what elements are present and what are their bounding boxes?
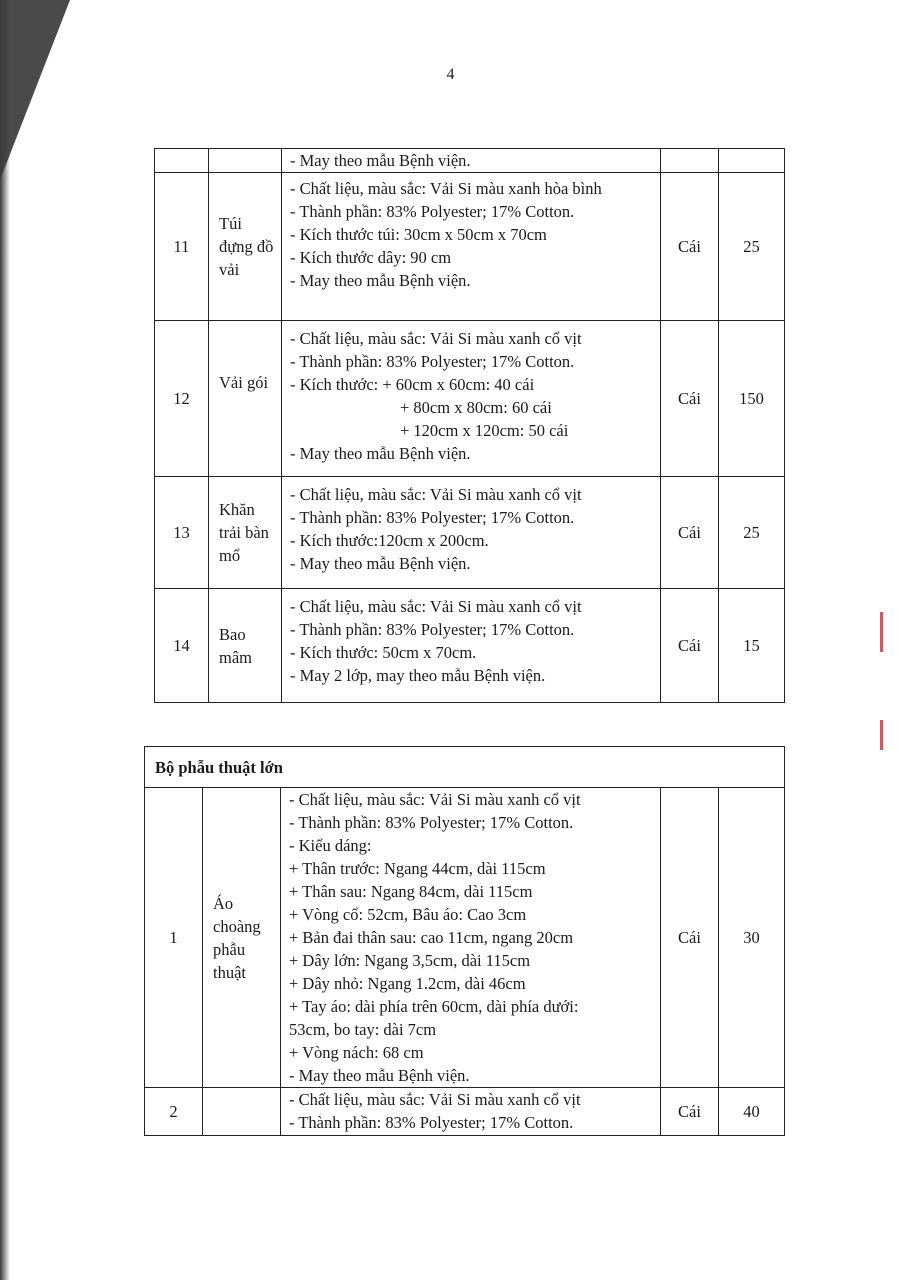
row-number: 14: [155, 589, 209, 703]
desc-line: - Thành phần: 83% Polyester; 17% Cotton.: [289, 1113, 574, 1132]
page-shadow-edge: [0, 0, 10, 1280]
desc-line: + Tay áo: dài phía trên 60cm, dài phía dưới:: [289, 997, 579, 1016]
desc-line: + Thân trước: Ngang 44cm, dài 115cm: [289, 859, 546, 878]
item-description: [281, 788, 661, 1088]
section-title: Bộ phẫu thuật lớn: [145, 747, 785, 788]
item-name: Túi đựng đồ vải: [209, 173, 282, 321]
desc-line: - Chất liệu, màu sắc: Vải Si màu xanh hòa bình: [290, 179, 602, 198]
item-quantity: 40: [719, 1088, 785, 1136]
item-description: [282, 149, 661, 173]
item-quantity: 15: [719, 589, 785, 703]
row-number: 2: [145, 1088, 203, 1136]
desc-line: - Kích thước:120cm x 200cm.: [290, 531, 489, 550]
desc-line: - Kích thước túi: 30cm x 50cm x 70cm: [290, 225, 547, 244]
row-number: [155, 149, 209, 173]
item-quantity: 150: [719, 321, 785, 477]
desc-line: + 120cm x 120cm: 50 cái: [400, 421, 569, 440]
row-number: 1: [145, 788, 203, 1088]
item-name: Áo choàng phẫu thuật: [203, 788, 281, 1088]
table-row: [155, 477, 785, 589]
desc-line: - Chất liệu, màu sắc: Vải Si màu xanh cổ vịt: [289, 790, 581, 809]
items-table-continued: [154, 148, 785, 703]
desc-line: - Chất liệu, màu sắc: Vải Si màu xanh cổ vịt: [289, 1090, 581, 1109]
item-unit: Cái: [661, 1088, 719, 1136]
desc-line: - Thành phần: 83% Polyester; 17% Cotton.: [290, 202, 575, 221]
row-number: 12: [155, 321, 209, 477]
desc-line: - Thành phần: 83% Polyester; 17% Cotton.: [290, 352, 575, 371]
desc-line: - Chất liệu, màu sắc: Vải Si màu xanh cổ vịt: [290, 329, 582, 348]
table-row: [155, 149, 785, 173]
item-description: [281, 1088, 661, 1136]
table-row: [155, 321, 785, 477]
desc-line: - Chất liệu, màu sắc: Vải Si màu xanh cổ vịt: [290, 597, 582, 616]
desc-line: - May theo mẫu Bệnh viện.: [290, 151, 471, 170]
item-quantity: 25: [719, 477, 785, 589]
stamp-mark: [880, 612, 883, 652]
item-quantity: 30: [719, 788, 785, 1088]
item-unit: [661, 149, 719, 173]
item-quantity: 25: [719, 173, 785, 321]
item-unit: Cái: [661, 477, 719, 589]
item-unit: Cái: [661, 321, 719, 477]
desc-line: + Thân sau: Ngang 84cm, dài 115cm: [289, 882, 533, 901]
desc-line: - Chất liệu, màu sắc: Vải Si màu xanh cổ vịt: [290, 485, 582, 504]
item-description: [282, 589, 661, 703]
table-row: [155, 173, 785, 321]
surgical-set-table: [144, 746, 785, 1136]
page-shadow-corner: [0, 0, 70, 180]
desc-line: - Thành phần: 83% Polyester; 17% Cotton.: [290, 620, 575, 639]
desc-line: - Thành phần: 83% Polyester; 17% Cotton.: [289, 813, 574, 832]
item-description: [282, 173, 661, 321]
desc-line: - May theo mẫu Bệnh viện.: [290, 271, 471, 290]
item-name: Khăn trải bàn mổ: [209, 477, 282, 589]
item-unit: Cái: [661, 788, 719, 1088]
desc-line: + Vòng nách: 68 cm: [289, 1043, 424, 1062]
section-header-row: [145, 747, 785, 788]
desc-line: 53cm, bo tay: dài 7cm: [289, 1020, 437, 1039]
desc-line: - May 2 lớp, may theo mẫu Bệnh viện.: [290, 666, 546, 685]
row-number: 13: [155, 477, 209, 589]
table-row: [145, 1088, 785, 1136]
page-number: 4: [446, 66, 455, 83]
item-description: [282, 321, 661, 477]
desc-line: - Kích thước: 50cm x 70cm.: [290, 643, 477, 662]
stamp-mark-2: [880, 720, 883, 750]
desc-line: - Kích thước dây: 90 cm: [290, 248, 452, 267]
item-unit: Cái: [661, 173, 719, 321]
desc-line: - May theo mẫu Bệnh viện.: [289, 1066, 470, 1085]
desc-line: + 80cm x 80cm: 60 cái: [400, 398, 552, 417]
desc-line: + Bản đai thân sau: cao 11cm, ngang 20cm: [289, 928, 574, 947]
item-name: [209, 149, 282, 173]
desc-line: + Dây lớn: Ngang 3,5cm, dài 115cm: [289, 951, 531, 970]
row-number: 11: [155, 173, 209, 321]
desc-line: - Kích thước: + 60cm x 60cm: 40 cái: [290, 375, 535, 394]
desc-line: - Kiểu dáng:: [289, 836, 372, 855]
item-name: Vải gói: [209, 321, 282, 477]
item-name: Bao mâm: [209, 589, 282, 703]
table-row: [155, 589, 785, 703]
desc-line: + Dây nhỏ: Ngang 1.2cm, dài 46cm: [289, 974, 526, 993]
item-name: [203, 1088, 281, 1136]
desc-line: + Vòng cổ: 52cm, Bâu áo: Cao 3cm: [289, 905, 527, 924]
desc-line: - Thành phần: 83% Polyester; 17% Cotton.: [290, 508, 575, 527]
item-quantity: [719, 149, 785, 173]
desc-line: - May theo mẫu Bệnh viện.: [290, 444, 471, 463]
item-description: [282, 477, 661, 589]
desc-line: - May theo mẫu Bệnh viện.: [290, 554, 471, 573]
item-unit: Cái: [661, 589, 719, 703]
table-row: [145, 788, 785, 1088]
